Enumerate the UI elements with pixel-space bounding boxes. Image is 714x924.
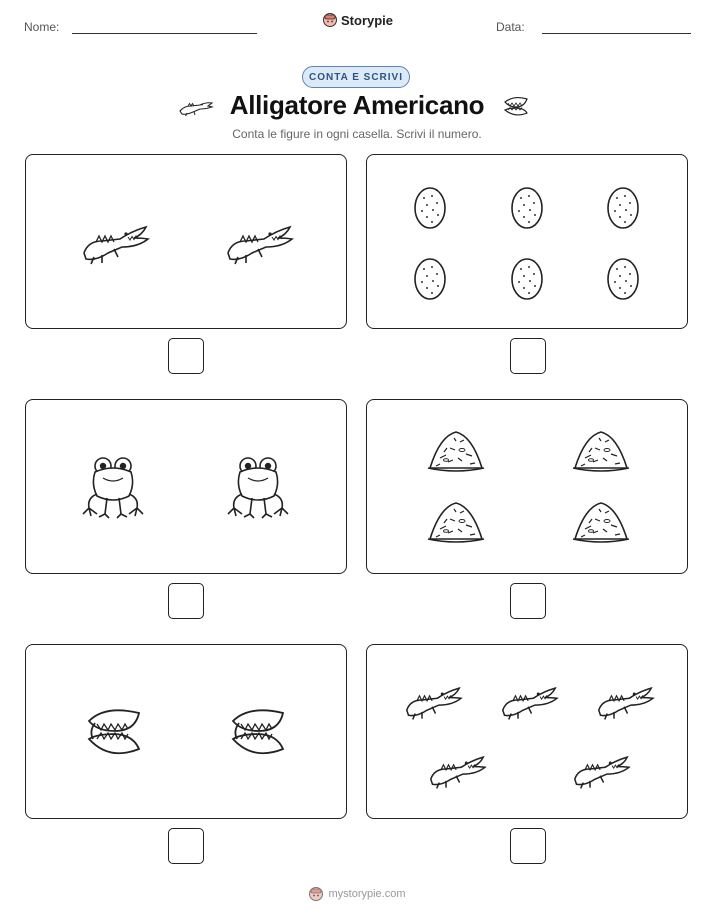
alligator-icon bbox=[80, 215, 150, 267]
brand-logo bbox=[322, 12, 393, 28]
brand-name: Storypie bbox=[341, 12, 394, 28]
jaws-icon bbox=[83, 703, 145, 761]
frog-icon bbox=[81, 454, 147, 520]
activity-badge: CONTA E SCRIVI bbox=[302, 66, 410, 88]
answer-box-1[interactable] bbox=[168, 338, 204, 374]
counting-box-3 bbox=[25, 399, 347, 574]
storypie-mascot-icon bbox=[322, 12, 338, 28]
egg-icon bbox=[606, 184, 640, 230]
counting-box-5 bbox=[25, 644, 347, 819]
egg-icon bbox=[606, 255, 640, 301]
egg-icon bbox=[510, 184, 544, 230]
alligator-icon bbox=[427, 747, 487, 791]
answer-box-6[interactable] bbox=[510, 828, 546, 864]
name-line[interactable] bbox=[72, 33, 257, 34]
nest-icon bbox=[426, 499, 486, 545]
egg-icon bbox=[413, 255, 447, 301]
counting-box-4 bbox=[366, 399, 688, 574]
date-label: Data: bbox=[496, 20, 525, 34]
alligator-icon bbox=[571, 747, 631, 791]
instructions: Conta le figure in ogni casella. Scrivi il numero. bbox=[232, 127, 482, 141]
egg-icon bbox=[413, 184, 447, 230]
answer-box-5[interactable] bbox=[168, 828, 204, 864]
jaws-icon bbox=[227, 703, 289, 761]
answer-box-3[interactable] bbox=[168, 583, 204, 619]
name-label: Nome: bbox=[24, 20, 60, 34]
nest-icon bbox=[571, 428, 631, 474]
alligator-icon bbox=[224, 215, 294, 267]
footer bbox=[0, 886, 714, 902]
alligator-icon bbox=[595, 678, 655, 722]
date-line[interactable] bbox=[542, 33, 691, 34]
answer-box-4[interactable] bbox=[510, 583, 546, 619]
nest-icon bbox=[426, 428, 486, 474]
page-title: Alligatore Americano bbox=[229, 90, 485, 120]
storypie-mascot-icon bbox=[308, 886, 324, 902]
answer-box-2[interactable] bbox=[510, 338, 546, 374]
jaws-icon bbox=[502, 94, 530, 120]
footer-url[interactable]: mystorypie.com bbox=[328, 888, 406, 900]
nest-icon bbox=[571, 499, 631, 545]
counting-box-2 bbox=[366, 154, 688, 329]
counting-box-1 bbox=[25, 154, 347, 329]
counting-box-6 bbox=[366, 644, 688, 819]
alligator-icon bbox=[499, 678, 559, 722]
frog-icon bbox=[226, 454, 292, 520]
egg-icon bbox=[510, 255, 544, 301]
alligator-icon bbox=[403, 678, 463, 722]
